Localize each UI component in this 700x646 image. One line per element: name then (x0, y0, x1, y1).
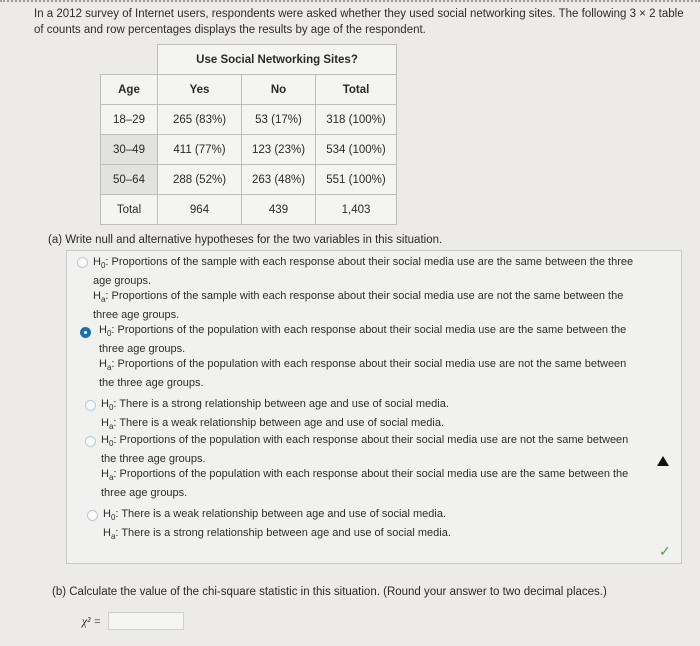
option-2-ha: Proportions of the population with each response about their social media use are not the same between (117, 358, 627, 370)
col-header-no: No (242, 75, 316, 105)
top-divider (0, 0, 700, 4)
table-cell: Total (101, 195, 158, 225)
hypothesis-option-4[interactable]: $H_0$: Proportions of the population with each response about their social media use are not the same between the three age groups. $H_a$: Proportions of the population with each response about their social media use are the same between the three age groups. (77, 433, 677, 501)
hypothesis-option-3[interactable]: $H_0$: There is a strong relationship between age and use of social media. $H_a$: There is a weak relationship between age and use of social media. (77, 397, 677, 434)
option-1-ha: Proportions of the sample with each response about their social media use are not the same between the (111, 290, 624, 302)
chi-square-label: χ² = (82, 616, 102, 628)
radio-button[interactable] (85, 436, 96, 447)
option-4-ha-cont: three age groups. (101, 486, 188, 499)
table-cell: 30–49 (101, 135, 158, 165)
table-group-header: Use Social Networking Sites? (158, 45, 397, 75)
option-1-h0-cont: age groups. (93, 274, 152, 287)
table-row (101, 165, 397, 195)
hypothesis-option-2[interactable]: $H_0$: Proportions of the population with each response about their social media use are the same between the three age groups. $H_a$: Proportions of the population with each response about their social media use are not the same between the three age groups. (77, 323, 677, 391)
table-cell: 551 (100%) (316, 165, 397, 195)
option-5-ha: There is a strong relationship between age and use of social media. (121, 526, 451, 539)
option-5-h0: There is a weak relationship between age and use of social media. (121, 508, 447, 520)
table-cell: 288 (52%) (158, 165, 242, 195)
table-cell: 53 (17%) (242, 105, 316, 135)
option-2-ha-cont: the three age groups. (99, 376, 204, 389)
table-cell: 50–64 (101, 165, 158, 195)
radio-button-selected[interactable] (80, 327, 91, 338)
chi-square-answer-input[interactable] (108, 612, 184, 630)
table-cell: 439 (242, 195, 316, 225)
hypothesis-option-1[interactable]: $H_0$: Proportions of the sample with each response about their social media use are the same between the three age groups. $H_a$: Proportions of the sample with each response about their social media use are not the same between the three age groups. (77, 255, 677, 323)
option-2-h0: Proportions of the population with each response about their social media use are the same between the (117, 324, 627, 336)
contingency-table (100, 44, 397, 225)
option-4-h0: Proportions of the population with each response about their social media use are not the same between (119, 434, 629, 446)
col-header-age: Age (101, 75, 158, 105)
option-1-ha-cont: three age groups. (93, 308, 180, 321)
hypothesis-options (66, 250, 682, 564)
option-3-h0: There is a strong relationship between age and use of social media. (119, 398, 449, 410)
table-cell: 263 (48%) (242, 165, 316, 195)
option-2-h0-cont: three age groups. (99, 342, 186, 355)
table-row (101, 135, 397, 165)
table-cell: 964 (158, 195, 242, 225)
radio-button[interactable] (85, 400, 96, 411)
mouse-cursor-icon (657, 456, 669, 466)
table-cell: 265 (83%) (158, 105, 242, 135)
correct-check-icon: ✓ (659, 543, 671, 559)
option-3-ha: There is a weak relationship between age and use of social media. (119, 416, 445, 429)
table-cell: 1,403 (316, 195, 397, 225)
col-header-total: Total (316, 75, 397, 105)
option-4-ha: Proportions of the population with each response about their social media use are the same between the (119, 468, 629, 480)
option-1-h0: Proportions of the sample with each response about their social media use are the same between the three (111, 256, 634, 268)
table-cell: 411 (77%) (158, 135, 242, 165)
option-4-h0-cont: the three age groups. (101, 452, 206, 465)
table-cell: 123 (23%) (242, 135, 316, 165)
table-row (101, 105, 397, 135)
problem-intro: In a 2012 survey of Internet users, respondents were asked whether they used social networking sites. The following 3 × 2 table of counts and row percentages displays the results by age of the respondent. (34, 8, 684, 36)
hypothesis-option-5[interactable]: $H_0$: There is a weak relationship between age and use of social media. $H_a$: There is a strong relationship between age and use of social media. (77, 507, 677, 544)
radio-button[interactable] (87, 510, 98, 521)
table-row (101, 195, 397, 225)
table-cell: 18–29 (101, 105, 158, 135)
part-b-prompt: (b) Calculate the value of the chi-square statistic in this situation. (Round your answer to two decimal places.) (52, 586, 607, 598)
table-cell: 318 (100%) (316, 105, 397, 135)
part-a-prompt: (a) Write null and alternative hypotheses for the two variables in this situation. (48, 234, 443, 246)
radio-button[interactable] (77, 257, 88, 268)
table-cell: 534 (100%) (316, 135, 397, 165)
col-header-yes: Yes (158, 75, 242, 105)
